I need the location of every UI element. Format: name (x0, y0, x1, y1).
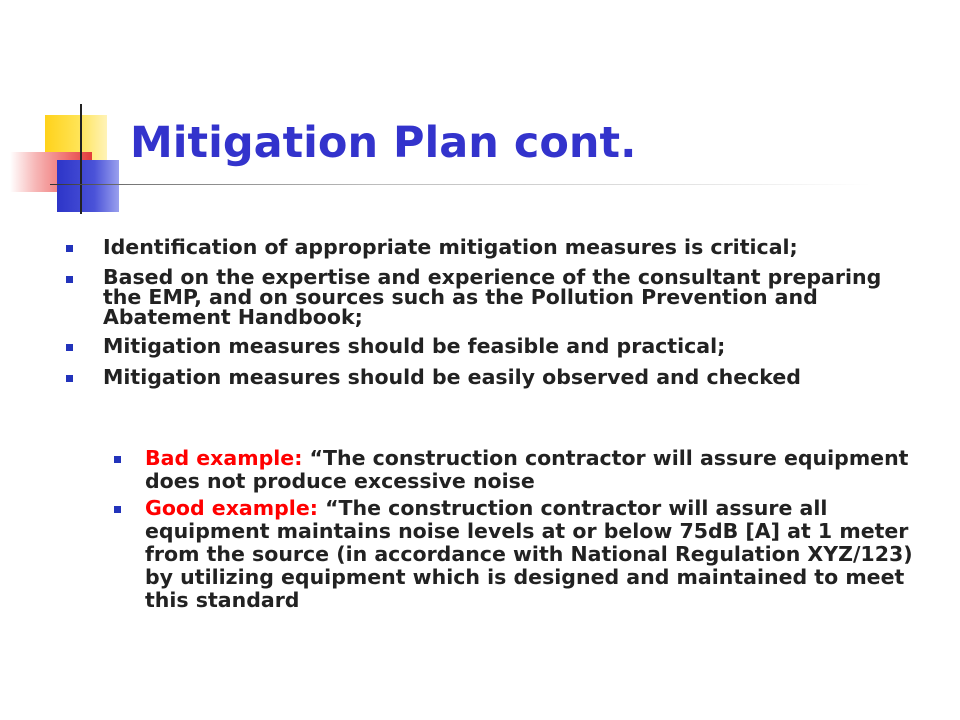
bad-example-text: “The construction contractor will assure equipment does not produce excessive noise (145, 446, 909, 493)
bullet-item (66, 267, 926, 327)
bullet-text: Identification of appropriate mitigation measures is critical; (103, 235, 798, 259)
square-bullet-icon (66, 375, 73, 382)
bad-example-label: Bad example: (145, 446, 310, 470)
decorative-vertical-line (80, 104, 82, 214)
square-bullet-icon (66, 276, 73, 283)
bullet-text: Mitigation measures should be easily observed and checked (103, 365, 801, 389)
good-example-label: Good example: (145, 496, 326, 520)
square-bullet-icon (114, 456, 121, 463)
square-bullet-icon (66, 245, 73, 252)
bullet-item (66, 335, 926, 358)
decorative-blue-square (57, 160, 119, 212)
title-underline (50, 184, 870, 185)
sub-bullet-item-bad-example (114, 447, 924, 493)
main-bullet-list (66, 236, 926, 397)
bullet-text: Mitigation measures should be feasible and practical; (103, 334, 726, 358)
slide-title: Mitigation Plan cont. (130, 118, 637, 168)
sub-bullet-item-good-example (114, 497, 924, 612)
good-example-text: “The construction contractor will assure all equipment maintains noise levels at or below 75dB [A] at 1 meter from the source (in accordance with National Regulation XYZ/123) by utilizing equipment which is designed and maintained to meet this standard (145, 496, 913, 612)
bullet-text: Based on the expertise and experience of the consultant preparing the EMP, and on sources such as the Pollution Prevention and Abatement Handbook; (103, 265, 882, 329)
bullet-item (66, 236, 926, 259)
example-bullet-list (114, 447, 924, 616)
square-bullet-icon (66, 344, 73, 351)
bullet-item (66, 366, 926, 389)
square-bullet-icon (114, 506, 121, 513)
